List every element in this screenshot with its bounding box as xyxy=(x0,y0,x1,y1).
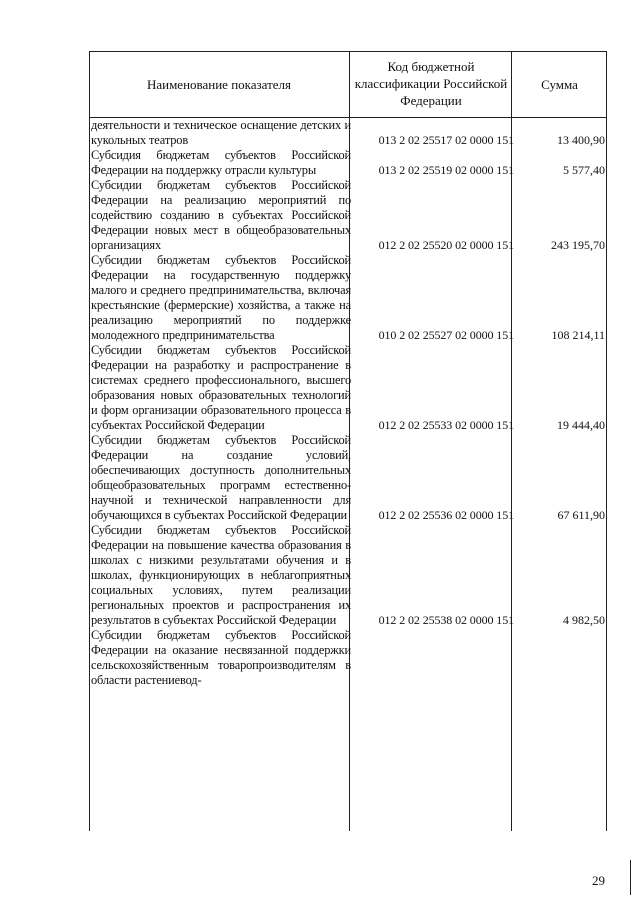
table-row xyxy=(89,433,607,523)
row-name: Субсидии бюджетам субъектов Российской Федерации на повышение качества образования в школах с низкими результатами обучения и в школах, функционирующих в неблагоприятных социальных условиях, путем реализации региональных проектов и распространения их результатов в субъектах Российской Федерации xyxy=(91,523,351,627)
header-code: Код бюджетной классификации Российской Федерации xyxy=(354,59,508,108)
table-row xyxy=(89,523,607,628)
row-name: Субсидии бюджетам субъектов Российской Федерации на реализацию мероприятий по содействию созданию в субъектах Российской Федерации новых мест в общеобразовательных организациях xyxy=(91,178,351,252)
table-row xyxy=(89,148,607,178)
table-row xyxy=(89,178,607,253)
row-code: 012 2 02 25538 02 0000 151 xyxy=(378,613,514,627)
row-name: Субсидии бюджетам субъектов Российской Федерации на разработку и распространение в системах среднего профессионального, высшего образования новых образовательных технологий и форм организации образовательного процесса в субъектах Российской Федерации xyxy=(91,343,351,432)
row-sum: 5 577,40 xyxy=(563,163,605,177)
budget-table xyxy=(89,51,607,831)
row-name: Субсидия бюджетам субъектов Российской Федерации на поддержку отрасли культуры xyxy=(91,148,351,177)
row-code: 012 2 02 25536 02 0000 151 xyxy=(378,508,514,522)
table-row xyxy=(89,253,607,343)
row-sum: 13 400,90 xyxy=(557,133,605,147)
row-code: 013 2 02 25517 02 0000 151 xyxy=(378,133,514,147)
row-sum: 19 444,40 xyxy=(557,418,605,432)
page-number: 29 xyxy=(592,873,605,888)
row-name: Субсидии бюджетам субъектов Российской Федерации на государственную поддержку малого и среднего предпринимательства, включая крестьянские (фермерские) хозяйства, а также на реализацию мероприятий по поддержке молодежного предпринимательства xyxy=(91,253,351,342)
table-border-top xyxy=(89,51,607,52)
row-name: Субсидии бюджетам субъектов Российской Федерации на оказание несвязанной поддержки сельскохозяйственным товаропроизводителям в области растениевод- xyxy=(91,628,351,687)
row-code: 013 2 02 25519 02 0000 151 xyxy=(378,163,514,177)
row-code: 010 2 02 25527 02 0000 151 xyxy=(378,328,514,342)
row-name: деятельности и техническое оснащение детских и кукольных театров xyxy=(91,118,351,147)
row-sum: 243 195,70 xyxy=(551,238,605,252)
row-sum: 67 611,90 xyxy=(557,508,605,522)
table-row xyxy=(89,628,607,688)
row-code: 012 2 02 25533 02 0000 151 xyxy=(378,418,514,432)
row-sum: 108 214,11 xyxy=(551,328,605,342)
table-body xyxy=(89,118,607,688)
header-name: Наименование показателя xyxy=(146,77,292,92)
table-row xyxy=(89,343,607,433)
row-code: 012 2 02 25520 02 0000 151 xyxy=(378,238,514,252)
table-row xyxy=(89,118,607,148)
row-sum: 4 982,50 xyxy=(563,613,605,627)
header-sum: Сумма xyxy=(541,77,578,92)
row-name: Субсидии бюджетам субъектов Российской Федерации на создание условий, обеспечивающих доступность дополнительных общеобразовательных программ естественно-научной и технической направленности для обучающихся в субъектах Российской Федерации xyxy=(91,433,351,522)
page-edge-line xyxy=(630,860,631,895)
